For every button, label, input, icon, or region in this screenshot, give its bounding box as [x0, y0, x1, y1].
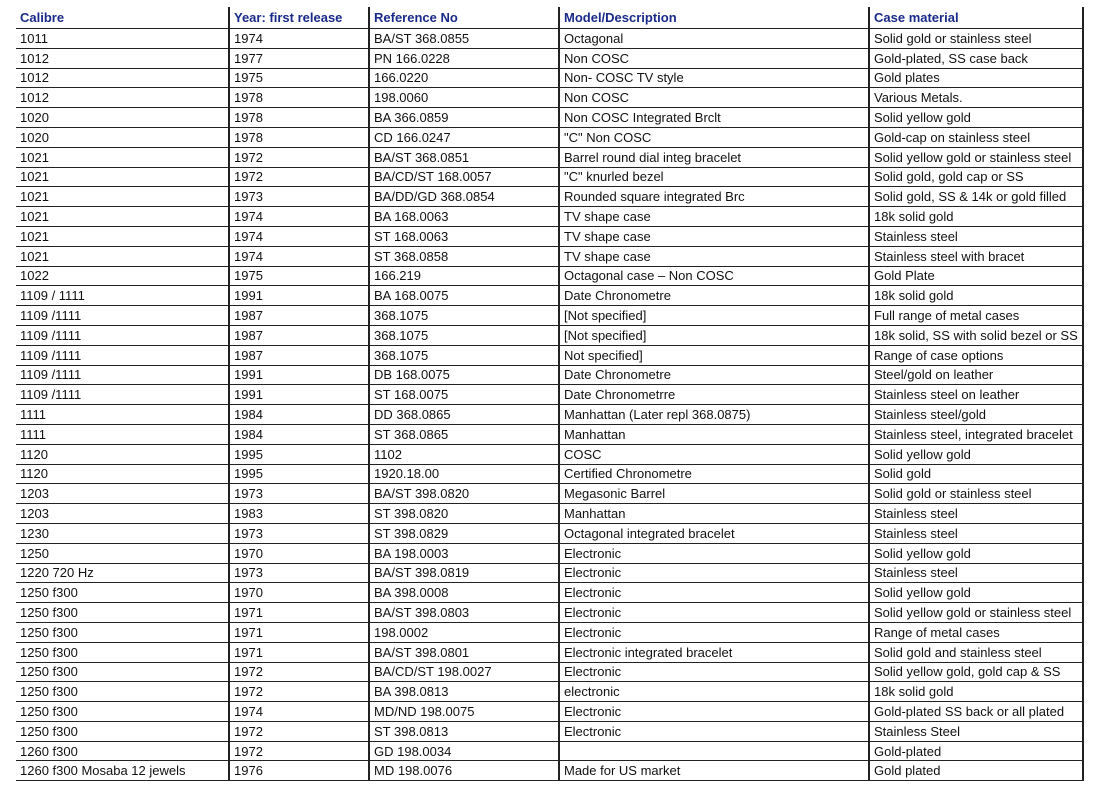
- cell-case-material: Gold-plated, SS case back: [868, 49, 1084, 68]
- cell-calibre: 1120: [20, 466, 48, 482]
- cell-model: Megasonic Barrel: [558, 484, 868, 503]
- table-row: [16, 583, 1084, 603]
- cell-reference: ST 168.0063: [368, 227, 558, 246]
- cell-calibre: 1250 f300: [20, 644, 78, 660]
- cell-model: "C" Non COSC: [558, 128, 868, 147]
- cell-calibre: 1011: [20, 30, 48, 46]
- cell-year: 1970: [228, 544, 368, 563]
- cell-calibre: 1022: [20, 268, 49, 284]
- cell-case-material: Solid gold or stainless steel: [868, 29, 1084, 48]
- cell-calibre: 1250 f300: [20, 723, 78, 739]
- cell-model: TV shape case: [558, 207, 868, 226]
- cell-case-material: Range of metal cases: [868, 623, 1084, 642]
- cell-year: 1971: [228, 643, 368, 662]
- cell-case-material: 18k solid gold: [868, 682, 1084, 701]
- cell-model: [Not specified]: [558, 306, 868, 325]
- cell-model: Barrel round dial integ bracelet: [558, 148, 868, 167]
- cell-calibre: 1021: [20, 189, 49, 205]
- table-row: [16, 524, 1084, 544]
- cell-reference: 1102: [368, 445, 558, 464]
- table-row: [16, 286, 1084, 306]
- table-row: [16, 108, 1084, 128]
- cell-model: Date Chronometre: [558, 366, 868, 385]
- cell-calibre: 1250 f300: [20, 684, 78, 700]
- header-calibre: Calibre: [20, 10, 65, 25]
- table-row: [16, 504, 1084, 524]
- cell-model: Octagonal integrated bracelet: [558, 524, 868, 543]
- table-row: [16, 187, 1084, 207]
- cell-case-material: Stainless steel, integrated bracelet: [868, 425, 1084, 444]
- table-row: [16, 326, 1084, 346]
- cell-model: electronic: [558, 682, 868, 701]
- cell-case-material: Gold-plated SS back or all plated: [868, 702, 1084, 721]
- cell-case-material: Solid yellow gold: [868, 544, 1084, 563]
- cell-year: 1974: [228, 207, 368, 226]
- cell-reference: DB 168.0075: [368, 366, 558, 385]
- cell-model: Non- COSC TV style: [558, 69, 868, 88]
- table-row: [16, 445, 1084, 465]
- cell-year: 1974: [228, 227, 368, 246]
- cell-year: 1972: [228, 663, 368, 682]
- cell-year: 1973: [228, 564, 368, 583]
- table-row: [16, 682, 1084, 702]
- cell-reference: ST 168.0075: [368, 385, 558, 404]
- cell-model: Made for US market: [558, 761, 868, 780]
- cell-calibre: 1250 f300: [20, 703, 78, 719]
- cell-case-material: 18k solid gold: [868, 286, 1084, 305]
- table-row: [16, 148, 1084, 168]
- cell-calibre: 1109 /1111: [20, 347, 82, 363]
- table-row: [16, 267, 1084, 287]
- cell-reference: 368.1075: [368, 306, 558, 325]
- cell-model: Rounded square integrated Brc: [558, 187, 868, 206]
- table-row: [16, 663, 1084, 683]
- cell-model: [558, 742, 868, 761]
- cell-model: Electronic: [558, 564, 868, 583]
- cell-calibre: 1020: [20, 129, 49, 145]
- cell-reference: BA/CD/ST 168.0057: [368, 168, 558, 187]
- cell-case-material: Solid gold: [868, 465, 1084, 484]
- table-row: [16, 702, 1084, 722]
- table-row: [16, 49, 1084, 69]
- table-row: [16, 88, 1084, 108]
- cell-model: [Not specified]: [558, 326, 868, 345]
- cell-reference: BA 168.0063: [368, 207, 558, 226]
- cell-model: Octagonal: [558, 29, 868, 48]
- cell-calibre: 1109 / 1111: [20, 288, 85, 304]
- cell-year: 1975: [228, 69, 368, 88]
- cell-reference: CD 166.0247: [368, 128, 558, 147]
- cell-calibre: 1203: [20, 506, 49, 522]
- cell-year: 1972: [228, 722, 368, 741]
- cell-calibre: 1020: [20, 110, 49, 126]
- cell-reference: DD 368.0865: [368, 405, 558, 424]
- cell-case-material: Solid yellow gold, gold cap & SS: [868, 663, 1084, 682]
- watch-calibre-table: [16, 7, 1084, 781]
- table-row: [16, 346, 1084, 366]
- table-row: [16, 247, 1084, 267]
- cell-year: 1974: [228, 247, 368, 266]
- cell-calibre: 1230: [20, 525, 49, 541]
- table-row: [16, 425, 1084, 445]
- cell-reference: ST 368.0865: [368, 425, 558, 444]
- table-row: [16, 306, 1084, 326]
- cell-case-material: Stainless steel with bracet: [868, 247, 1084, 266]
- cell-case-material: Steel/gold on leather: [868, 366, 1084, 385]
- cell-calibre: 1021: [20, 228, 49, 244]
- cell-case-material: Solid gold and stainless steel: [868, 643, 1084, 662]
- cell-reference: ST 398.0829: [368, 524, 558, 543]
- table-row: [16, 405, 1084, 425]
- cell-case-material: Solid gold, SS & 14k or gold filled: [868, 187, 1084, 206]
- cell-reference: BA/ST 398.0819: [368, 564, 558, 583]
- cell-model: Non COSC: [558, 49, 868, 68]
- cell-calibre: 1021: [20, 248, 49, 264]
- cell-case-material: Gold-cap on stainless steel: [868, 128, 1084, 147]
- cell-calibre: 1250 f300: [20, 624, 78, 640]
- cell-model: Date Chronometre: [558, 286, 868, 305]
- cell-reference: 198.0002: [368, 623, 558, 642]
- cell-reference: 368.1075: [368, 346, 558, 365]
- cell-model: Certified Chronometre: [558, 465, 868, 484]
- table-row: [16, 742, 1084, 762]
- cell-case-material: Range of case options: [868, 346, 1084, 365]
- cell-model: Manhattan: [558, 425, 868, 444]
- cell-year: 1983: [228, 504, 368, 523]
- cell-year: 1972: [228, 682, 368, 701]
- cell-model: Not specified]: [558, 346, 868, 365]
- table-row: [16, 227, 1084, 247]
- table-row: [16, 207, 1084, 227]
- table-row: [16, 366, 1084, 386]
- cell-year: 1978: [228, 128, 368, 147]
- cell-year: 1973: [228, 187, 368, 206]
- table-row: [16, 69, 1084, 89]
- cell-reference: BA 198.0003: [368, 544, 558, 563]
- cell-reference: BA/ST 398.0801: [368, 643, 558, 662]
- cell-case-material: Gold Plate: [868, 267, 1084, 286]
- cell-calibre: 1012: [20, 90, 49, 106]
- cell-case-material: Solid yellow gold or stainless steel: [868, 148, 1084, 167]
- cell-calibre: 1109 /1111: [20, 308, 82, 324]
- cell-year: 1987: [228, 346, 368, 365]
- cell-calibre: 1109 /1111: [20, 327, 82, 343]
- cell-reference: MD 198.0076: [368, 761, 558, 780]
- cell-calibre: 1203: [20, 486, 49, 502]
- cell-calibre: 1021: [20, 209, 49, 225]
- cell-calibre: 1012: [20, 70, 49, 86]
- cell-year: 1975: [228, 267, 368, 286]
- cell-case-material: Solid yellow gold: [868, 583, 1084, 602]
- cell-year: 1987: [228, 326, 368, 345]
- cell-reference: PN 166.0228: [368, 49, 558, 68]
- cell-year: 1973: [228, 524, 368, 543]
- table-body: [16, 29, 1084, 781]
- cell-case-material: Stainless steel/gold: [868, 405, 1084, 424]
- cell-calibre: 1021: [20, 149, 49, 165]
- cell-calibre: 1021: [20, 169, 49, 185]
- table-row: [16, 722, 1084, 742]
- cell-year: 1978: [228, 88, 368, 107]
- table-row: [16, 484, 1084, 504]
- cell-reference: ST 368.0858: [368, 247, 558, 266]
- cell-year: 1987: [228, 306, 368, 325]
- cell-year: 1991: [228, 366, 368, 385]
- cell-calibre: 1109 /1111: [20, 387, 82, 403]
- cell-year: 1978: [228, 108, 368, 127]
- cell-year: 1991: [228, 286, 368, 305]
- header-case-material: Case material: [868, 7, 1084, 28]
- cell-calibre: 1250: [20, 545, 49, 561]
- cell-year: 1984: [228, 425, 368, 444]
- cell-case-material: Stainless steel: [868, 524, 1084, 543]
- cell-case-material: Solid gold or stainless steel: [868, 484, 1084, 503]
- table-row: [16, 168, 1084, 188]
- cell-model: Electronic: [558, 623, 868, 642]
- cell-model: Electronic: [558, 544, 868, 563]
- table-row: [16, 603, 1084, 623]
- table-row: [16, 761, 1084, 781]
- cell-case-material: Solid yellow gold: [868, 108, 1084, 127]
- cell-calibre: 1250 f300: [20, 585, 78, 601]
- cell-model: Manhattan: [558, 504, 868, 523]
- cell-calibre: 1109 /1111: [20, 367, 82, 383]
- table-row: [16, 385, 1084, 405]
- cell-year: 1995: [228, 445, 368, 464]
- cell-reference: ST 398.0820: [368, 504, 558, 523]
- cell-year: 1972: [228, 742, 368, 761]
- cell-reference: BA/DD/GD 368.0854: [368, 187, 558, 206]
- cell-reference: 198.0060: [368, 88, 558, 107]
- cell-case-material: Various Metals.: [868, 88, 1084, 107]
- cell-reference: BA 398.0813: [368, 682, 558, 701]
- cell-case-material: 18k solid gold: [868, 207, 1084, 226]
- cell-reference: 1920.18.00: [368, 465, 558, 484]
- cell-case-material: Solid yellow gold: [868, 445, 1084, 464]
- header-model: Model/Description: [558, 7, 868, 28]
- cell-model: Electronic: [558, 583, 868, 602]
- cell-year: 1984: [228, 405, 368, 424]
- cell-calibre: 1260 f300: [20, 743, 78, 759]
- cell-calibre: 1111: [20, 426, 47, 442]
- header-year: Year: first release: [228, 7, 368, 28]
- cell-reference: BA/ST 368.0855: [368, 29, 558, 48]
- cell-reference: MD/ND 198.0075: [368, 702, 558, 721]
- table-row: [16, 465, 1084, 485]
- table-row: [16, 128, 1084, 148]
- cell-model: COSC: [558, 445, 868, 464]
- cell-case-material: Gold plated: [868, 761, 1084, 780]
- cell-model: Non COSC: [558, 88, 868, 107]
- cell-case-material: Gold plates: [868, 69, 1084, 88]
- cell-case-material: Solid gold, gold cap or SS: [868, 168, 1084, 187]
- cell-calibre: 1111: [20, 407, 47, 423]
- cell-calibre: 1250 f300: [20, 605, 78, 620]
- table-row: [16, 544, 1084, 564]
- cell-reference: GD 198.0034: [368, 742, 558, 761]
- cell-calibre: 1260 f300 Mosaba 12 jewels: [20, 763, 186, 779]
- cell-model: TV shape case: [558, 227, 868, 246]
- table-row: [16, 623, 1084, 643]
- cell-year: 1972: [228, 148, 368, 167]
- cell-case-material: Gold-plated: [868, 742, 1084, 761]
- cell-year: 1973: [228, 484, 368, 503]
- cell-reference: BA/CD/ST 198.0027: [368, 663, 558, 682]
- cell-year: 1971: [228, 603, 368, 622]
- cell-calibre: 1120: [20, 446, 48, 462]
- cell-year: 1974: [228, 702, 368, 721]
- cell-year: 1972: [228, 168, 368, 187]
- cell-year: 1977: [228, 49, 368, 68]
- cell-reference: BA 398.0008: [368, 583, 558, 602]
- cell-reference: BA/ST 398.0803: [368, 603, 558, 622]
- cell-reference: 166.219: [368, 267, 558, 286]
- table-row: [16, 643, 1084, 663]
- cell-reference: ST 398.0813: [368, 722, 558, 741]
- cell-model: Electronic: [558, 702, 868, 721]
- cell-year: 1991: [228, 385, 368, 404]
- cell-year: 1995: [228, 465, 368, 484]
- cell-model: Electronic: [558, 603, 868, 622]
- cell-case-material: Stainless steel: [868, 227, 1084, 246]
- cell-model: Electronic: [558, 663, 868, 682]
- cell-year: 1971: [228, 623, 368, 642]
- cell-reference: BA/ST 368.0851: [368, 148, 558, 167]
- cell-year: 1976: [228, 761, 368, 780]
- cell-case-material: Stainless Steel: [868, 722, 1084, 741]
- cell-reference: BA 366.0859: [368, 108, 558, 127]
- cell-case-material: Stainless steel: [868, 504, 1084, 523]
- cell-reference: 368.1075: [368, 326, 558, 345]
- cell-model: "C" knurled bezel: [558, 168, 868, 187]
- cell-case-material: Full range of metal cases: [868, 306, 1084, 325]
- cell-case-material: 18k solid, SS with solid bezel or SS: [868, 326, 1084, 345]
- table-row: [16, 564, 1084, 584]
- cell-model: Date Chronometrre: [558, 385, 868, 404]
- cell-model: Non COSC Integrated Brclt: [558, 108, 868, 127]
- cell-reference: BA 168.0075: [368, 286, 558, 305]
- table-row: [16, 29, 1084, 49]
- cell-model: Manhattan (Later repl 368.0875): [558, 405, 868, 424]
- cell-reference: 166.0220: [368, 69, 558, 88]
- cell-calibre: 1250 f300: [20, 664, 78, 680]
- cell-year: 1970: [228, 583, 368, 602]
- cell-model: Octagonal case – Non COSC: [558, 267, 868, 286]
- cell-case-material: Solid yellow gold or stainless steel: [868, 603, 1084, 622]
- cell-case-material: Stainless steel on leather: [868, 385, 1084, 404]
- table-header-row: [16, 7, 1084, 29]
- cell-model: TV shape case: [558, 247, 868, 266]
- cell-calibre: 1220 720 Hz: [20, 565, 94, 581]
- header-reference: Reference No: [368, 7, 558, 28]
- cell-reference: BA/ST 398.0820: [368, 484, 558, 503]
- cell-case-material: Stainless steel: [868, 564, 1084, 583]
- cell-model: Electronic: [558, 722, 868, 741]
- cell-model: Electronic integrated bracelet: [558, 643, 868, 662]
- cell-year: 1974: [228, 29, 368, 48]
- cell-calibre: 1012: [20, 50, 49, 66]
